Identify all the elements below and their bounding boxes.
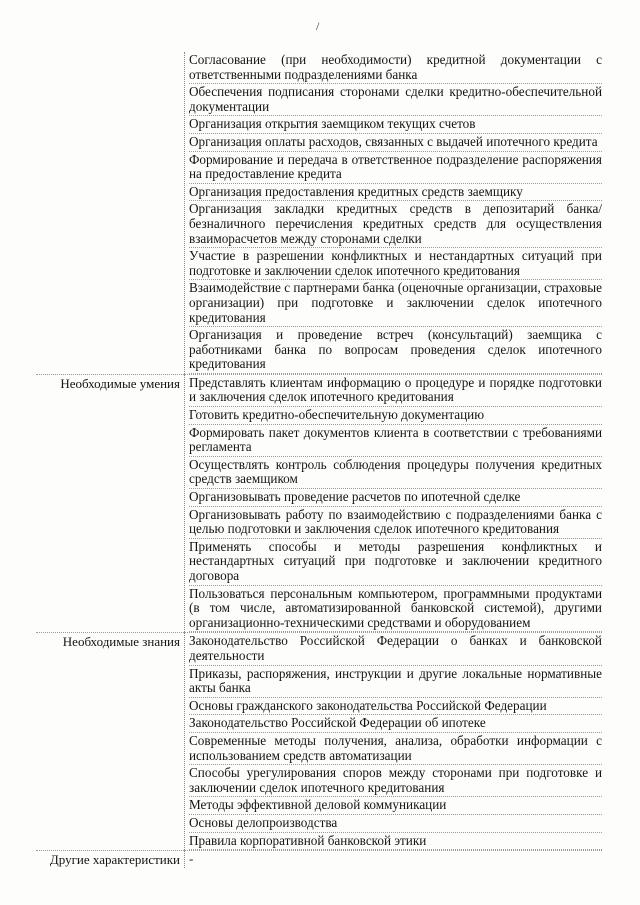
list-item: Организовывать проведение расчетов по ипотечной сделке: [189, 489, 602, 507]
list-item: Формировать пакет документов клиента в соответствии с требованиями регламента: [189, 425, 602, 457]
requirements-table: [36, 52, 602, 868]
section-items: [184, 850, 602, 868]
list-item: Организация закладки кредитных средств в депозитарий банка/безналичного перечисления кредитных средств для осуществления взаиморасчетов между сторонами сделки: [189, 201, 602, 248]
list-item: Современные методы получения, анализа, обработки информации с использованием средств автоматизации: [189, 733, 602, 765]
section-items: [184, 632, 602, 850]
list-item: Организация оплаты расходов, связанных с выдачей ипотечного кредита: [189, 134, 602, 152]
section-items: [184, 374, 602, 633]
section-items: [184, 52, 602, 374]
list-item: Организация открытия заемщиком текущих счетов: [189, 116, 602, 134]
list-item: Методы эффективной деловой коммуникации: [189, 797, 602, 815]
list-item: Обеспечения подписания сторонами сделки кредитно-обеспечительной документации: [189, 84, 602, 116]
section-label: [36, 52, 180, 53]
list-item: Организация и проведение встреч (консультаций) заемщика с работниками банка по вопросам проведения сделок ипотечного кредитования: [189, 327, 602, 374]
list-item: Формирование и передача в ответственное подразделение распоряжения на предоставление кредита: [189, 152, 602, 184]
list-item: Основы делопроизводства: [189, 815, 602, 833]
section-label: Необходимые умения: [60, 375, 180, 391]
list-item: Приказы, распоряжения, инструкции и другие локальные нормативные акты банка: [189, 666, 602, 698]
list-item: Осуществлять контроль соблюдения процедуры получения кредитных средств заемщиком: [189, 457, 602, 489]
list-item: Согласование (при необходимости) кредитной документации с ответственными подразделениями банка: [189, 52, 602, 84]
list-item: Пользоваться персональным компьютером, программными продуктами (в том числе, автоматизированной банковской системой), другими организационно-техническими средствами и оборудованием: [189, 586, 602, 633]
list-item: Законодательство Российской Федерации о банках и банковской деятельности: [189, 633, 602, 665]
section-label-cell: [36, 632, 184, 850]
list-item: Законодательство Российской Федерации об ипотеке: [189, 715, 602, 733]
list-item: Готовить кредитно-обеспечительную документацию: [189, 407, 602, 425]
section-label-cell: [36, 52, 184, 374]
list-item: Способы урегулирования споров между сторонами при подготовке и заключении сделок ипотечного кредитования: [189, 765, 602, 797]
list-item: -: [189, 851, 194, 867]
list-item: Взаимодействие с партнерами банка (оценочные организации, страховые организации) при подготовке и заключении сделок ипотечного кредитования: [189, 280, 602, 327]
section-label-cell: [36, 850, 184, 868]
section-required-skills: [36, 374, 602, 633]
section-other-characteristics: [36, 850, 602, 868]
section-labor-actions: [36, 52, 602, 374]
list-item: Организовывать работу по взаимодействию с подразделениями банка с целью подготовки и заключения сделок ипотечного кредитования: [189, 507, 602, 539]
list-item: Основы гражданского законодательства Российской Федерации: [189, 698, 602, 716]
section-label: Необходимые знания: [62, 634, 180, 650]
section-label-cell: [36, 374, 184, 633]
list-item: Правила корпоративной банковской этики: [189, 833, 602, 851]
section-label: Другие характеристики: [49, 852, 180, 868]
list-item: Представлять клиентам информацию о процедуре и порядке подготовки и заключения сделок ипотечного кредитования: [189, 375, 602, 407]
list-item: Применять способы и методы разрешения конфликтных и нестандартных ситуаций при подготовке и заключении кредитного договора: [189, 539, 602, 586]
list-item: Участие в разрешении конфликтных и нестандартных ситуаций при подготовке и заключении сделок ипотечного кредитования: [189, 248, 602, 280]
list-item: Организация предоставления кредитных средств заемщику: [189, 184, 602, 202]
page-mark: /: [316, 19, 320, 33]
section-required-knowledge: [36, 632, 602, 850]
